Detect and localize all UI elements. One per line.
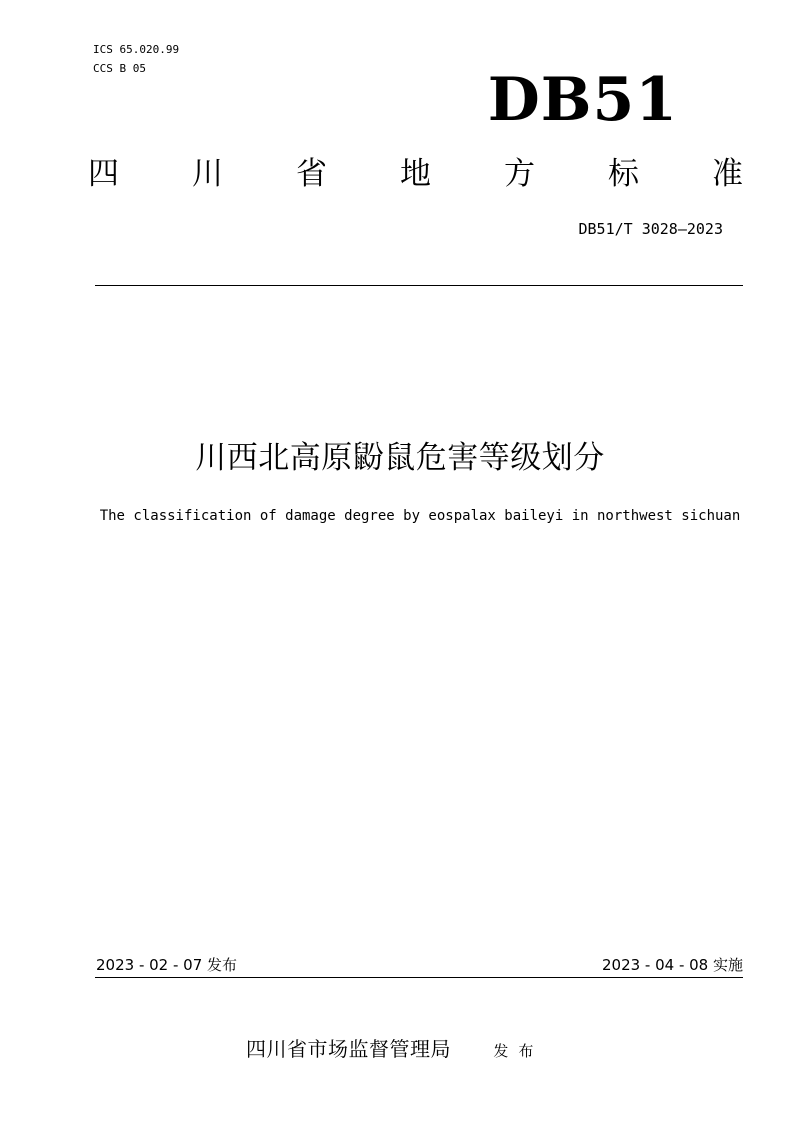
standard-number: DB51/T 3028—2023	[578, 220, 723, 238]
issuer-line	[246, 1034, 543, 1066]
standard-type-char: 准	[712, 156, 743, 192]
footer-divider	[95, 977, 743, 978]
document-title-chinese: 川西北高原鼢鼠危害等级划分	[195, 440, 605, 476]
standard-type-char: 方	[504, 156, 535, 192]
issuer-organization: 四川省市场监督管理局	[246, 1037, 451, 1061]
release-date: 2023 - 02 - 07 发布	[96, 956, 238, 974]
ics-code: ICS 65.020.99	[93, 43, 180, 56]
document-title-english: The classification of damage degree by eospalax baileyi in northwest sichuan	[99, 508, 741, 524]
header-divider	[95, 285, 743, 286]
standard-type-heading	[88, 152, 743, 196]
standard-type-char: 标	[608, 156, 639, 192]
standard-type-char: 省	[296, 156, 327, 192]
implementation-date: 2023 - 04 - 08 实施	[601, 956, 743, 974]
db-logo: DB51	[487, 65, 678, 135]
standard-type-char: 地	[400, 156, 431, 192]
issue-action: 发布	[493, 1042, 544, 1060]
classification-codes	[93, 40, 179, 78]
ccs-code: CCS B 05	[93, 62, 146, 75]
standard-type-char: 四	[88, 156, 119, 192]
standard-type-char: 川	[192, 156, 223, 192]
